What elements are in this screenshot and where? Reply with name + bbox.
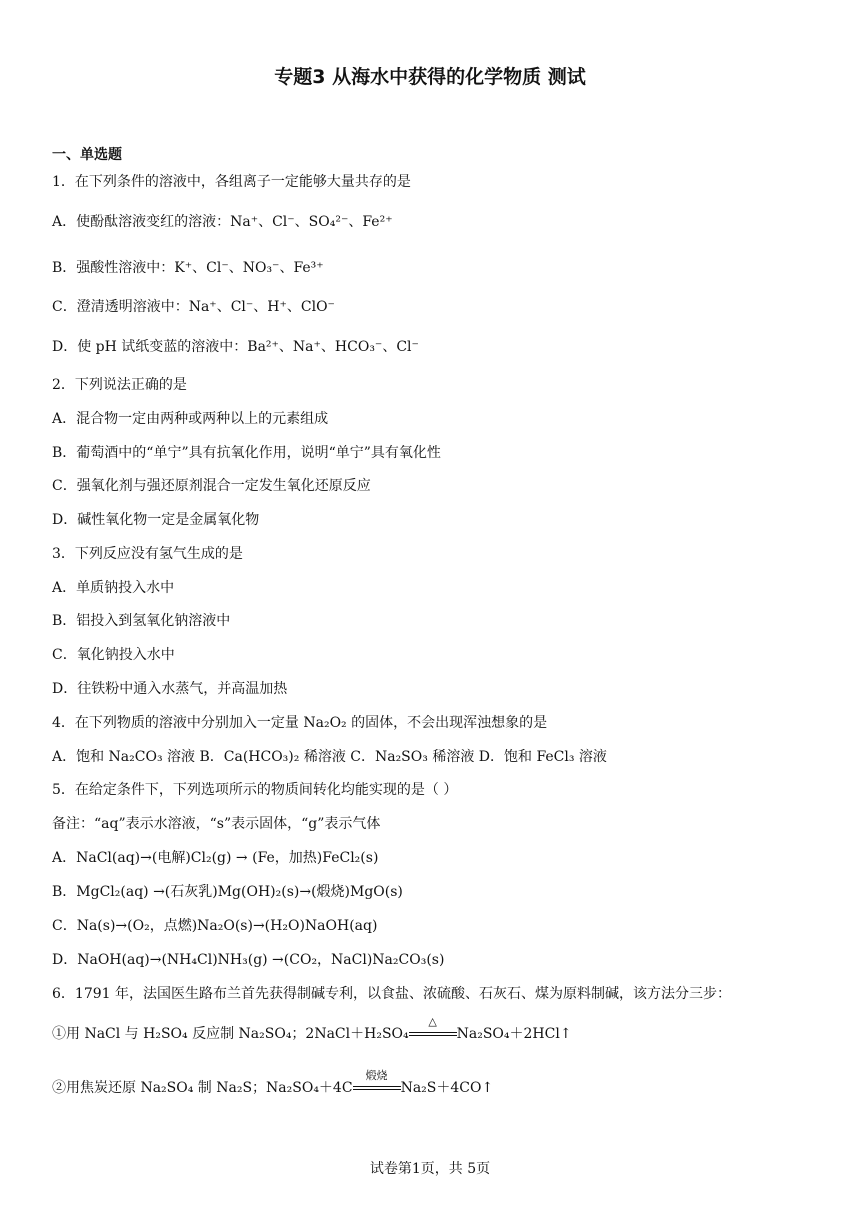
reaction-arrow (353, 1069, 401, 1098)
q5-option-a: A．NaCl(aq)→(电解)Cl₂(g) → (Fe，加热)FeCl₂(s) (52, 850, 379, 866)
step-2-left: ②用焦炭还原 Na₂SO₄ 制 Na₂S；Na₂SO₄＋4C (52, 1080, 353, 1096)
step-1-right: Na₂SO₄＋2HCl↑ (456, 1026, 572, 1042)
step-1-left: ①用 NaCl 与 H₂SO₄ 反应制 Na₂SO₄；2NaCl＋H₂SO₄ (52, 1026, 409, 1042)
q6-step-1 (52, 1015, 572, 1044)
q5-option-c: C．Na(s)→(O₂，点燃)Na₂O(s)→(H₂O)NaOH(aq) (52, 918, 378, 934)
q3-option-c: C．氧化钠投入水中 (52, 647, 175, 663)
question-2: 2．下列说法正确的是 (52, 377, 187, 393)
reaction-condition: △ (428, 1015, 437, 1028)
q3-option-d: D．往铁粉中通入水蒸气，并高温加热 (52, 681, 288, 697)
q1-option-c: C．澄清透明溶液中：Na⁺、Cl⁻、H⁺、ClO⁻ (52, 299, 335, 315)
q3-option-b: B．铝投入到氢氧化钠溶液中 (52, 613, 231, 629)
question-3: 3．下列反应没有氢气生成的是 (52, 546, 243, 562)
q1-option-a: A．使酚酞溶液变红的溶液：Na⁺、Cl⁻、SO₄²⁻、Fe²⁺ (52, 214, 393, 230)
q2-option-c: C．强氧化剂与强还原剂混合一定发生氧化还原反应 (52, 478, 371, 494)
question-5: 5．在给定条件下，下列选项所示的物质间转化均能实现的是（ ） (52, 782, 458, 798)
reaction-condition: 煅烧 (365, 1069, 388, 1082)
q5-note: 备注：“aq”表示水溶液，“s”表示固体，“g”表示气体 (52, 816, 381, 832)
q1-option-d: D．使 pH 试纸变蓝的溶液中：Ba²⁺、Na⁺、HCO₃⁻、Cl⁻ (52, 339, 419, 355)
page-title: 专题3 从海水中获得的化学物质 测试 (274, 66, 586, 88)
q2-option-a: A．混合物一定由两种或两种以上的元素组成 (52, 411, 329, 427)
q1-option-b: B．强酸性溶液中：K⁺、Cl⁻、NO₃⁻、Fe³⁺ (52, 260, 324, 276)
q4-options: A．饱和 Na₂CO₃ 溶液 B．Ca(HCO₃)₂ 稀溶液 C．Na₂SO₃ 稀溶液 D．饱和 FeCl₃ 溶液 (52, 749, 607, 765)
question-1: 1．在下列条件的溶液中，各组离子一定能够大量共存的是 (52, 174, 411, 190)
step-2-right: Na₂S＋4CO↑ (400, 1080, 494, 1096)
section-heading: 一、单选题 (52, 147, 122, 163)
page-footer: 试卷第1页，共 5页 (369, 1161, 491, 1177)
q5-option-d: D．NaOH(aq)→(NH₄Cl)NH₃(g) →(CO₂，NaCl)Na₂CO₃(s) (52, 952, 445, 968)
q3-option-a: A．单质钠投入水中 (52, 580, 175, 596)
q5-option-b: B．MgCl₂(aq) →(石灰乳)Mg(OH)₂(s)→(煅烧)MgO(s) (52, 884, 403, 900)
q2-option-d: D．碱性氧化物一定是金属氧化物 (52, 512, 260, 528)
q2-option-b: B．葡萄酒中的“单宁”具有抗氧化作用，说明“单宁”具有氧化性 (52, 445, 441, 461)
question-6: 6．1791 年，法国医生路布兰首先获得制碱专利，以食盐、浓硫酸、石灰石、煤为原料制碱，该方法分三步： (52, 986, 731, 1002)
question-4: 4．在下列物质的溶液中分别加入一定量 Na₂O₂ 的固体，不会出现浑浊想象的是 (52, 715, 548, 731)
q6-step-2 (52, 1069, 494, 1098)
reaction-arrow (409, 1015, 457, 1044)
